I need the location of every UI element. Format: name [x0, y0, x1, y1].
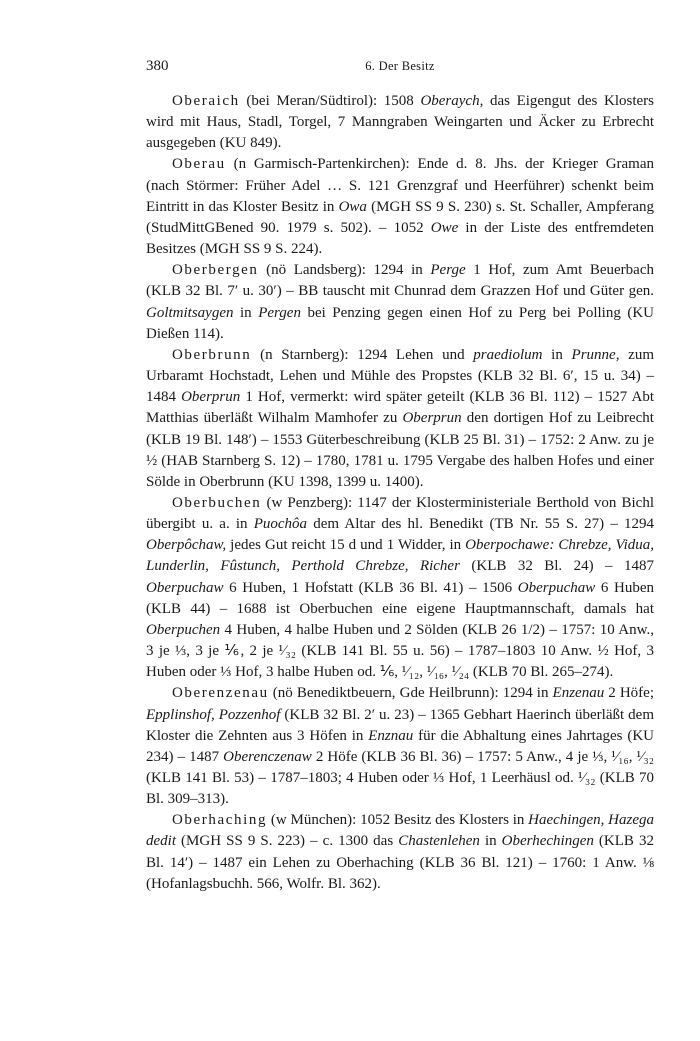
italic-text: Oberprun	[181, 389, 241, 406]
entry-text: dem Altar des hl. Benedikt (TB Nr. 55 S. 27) – 1294	[307, 516, 654, 533]
entry-text: (n Starnberg): 1294 Lehen und	[251, 346, 474, 363]
entry	[146, 345, 654, 493]
place-name: Oberenzenau	[172, 685, 269, 702]
entry-text: (KLB 32 Bl. 2′ u. 23) – 1365 Gebhart Haerinch überläßt dem Kloster die Zehnten aus 3 Höfen in	[146, 706, 654, 744]
entry-text: 6 Huben (KLB 44) – 1688 ist Oberbuchen eine eigene Hauptmannschaft, damals hat	[146, 579, 654, 617]
italic-text: Oberpôchaw,	[146, 537, 227, 554]
entry-text: 2 Höfe (KLB 36 Bl. 36) – 1757: 5 Anw., 4 je ⅓, ¹⁄₁₆, ¹⁄₃₂ (KLB 141 Bl. 53) – 1787–1803; 4 Huben oder ⅓ Hof, 1 Leerhäusl od. ¹⁄₃₂ (KLB 70 Bl. 309–313).	[146, 748, 654, 808]
italic-text: Prunne,	[571, 346, 620, 363]
italic-text: Pergen	[258, 304, 301, 321]
entry	[146, 154, 654, 260]
entry-text: für die Abhaltung eines Jahrtages (KU 234) – 1487	[146, 727, 654, 765]
italic-text: praediolum	[473, 346, 543, 363]
italic-text: Chastenlehen	[398, 833, 480, 850]
body-text	[146, 91, 654, 895]
entry	[146, 683, 654, 810]
entry	[146, 810, 654, 895]
italic-text: Oberpuchaw	[146, 579, 224, 596]
italic-text: Enzenau	[552, 685, 605, 702]
page-number: 380	[146, 58, 169, 74]
entry-text: 4 Huben, 4 halbe Huben und 2 Sölden (KLB 26 1/2) – 1757: 10 Anw., 3 je ⅓, 3 je ⅙, 2 je ¹⁄₃₂ (KLB 141 Bl. 55 u. 56) – 1787–1803 10 Anw. ½ Hof, 3 Huben oder ⅓ Hof, 3 halbe Huben od. ⅙, ¹⁄₁₂, ¹⁄₁₆, ¹⁄₂₄ (KLB 70 Bl. 265–274).	[146, 621, 654, 681]
place-name: Oberhaching	[172, 812, 268, 829]
italic-text: Haechingen, Hazega dedit	[146, 812, 654, 850]
italic-text: Oberenczenaw	[223, 748, 312, 765]
italic-text: Oberhechingen	[501, 833, 594, 850]
entry-text: in	[542, 346, 572, 363]
page-header	[146, 58, 654, 82]
entry-text: (w München): 1052 Besitz des Klosters in	[267, 812, 529, 829]
entry	[146, 91, 654, 154]
italic-text: Owa	[338, 198, 367, 215]
italic-text: Epplinshof, Pozzenhof	[146, 706, 281, 723]
italic-text: Oberpochawe: Chrebze, Vidua, Lunderlin, Fûstunch, Perthold Chrebze, Richer	[146, 537, 654, 575]
running-head: 6. Der Besitz	[365, 59, 435, 73]
entry-text: 6 Huben, 1 Hofstatt (KLB 36 Bl. 41) – 1506	[223, 579, 518, 596]
entry-text: (nö Landsberg): 1294 in	[258, 262, 431, 279]
entry-text: 1 Hof, vermerkt: wird später geteilt (KLB 36 Bl. 112) – 1527 Abt Matthias überläßt Wilhalm Mamhofer zu	[146, 389, 655, 427]
entry-text: den dortigen Hof zu Leibrecht (KLB 19 Bl. 148′) – 1553 Güterbeschreibung (KLB 25 Bl. 31) – 1752: 2 Anw. zu je ½ (HAB Starnberg S. 12) – 1780, 1781 u. 1795 Vergabe des halben Hofes und einer Sölde in Oberbrunn (KU 1398, 1399 u. 1400).	[146, 410, 654, 490]
place-name: Oberbrunn	[172, 346, 252, 363]
italic-text: Enznau	[368, 727, 414, 744]
entry-text: (KLB 32 Bl. 14′) – 1487 ein Lehen zu Oberhaching (KLB 36 Bl. 121) – 1760: 1 Anw. ⅛ (Hofanlagsbuchh. 566, Wolfr. Bl. 362).	[146, 833, 654, 892]
entry-text: (n Garmisch-Partenkirchen): Ende d. 8. Jhs. der Krieger Graman (nach Störmer: Früher Adel … S. 121 Grenzgraf und Heerführer) schenkt beim Eintritt in das Kloster Besitz in	[146, 156, 654, 215]
entry-text: (nö Benediktbeuern, Gde Heilbrunn): 1294 in	[268, 685, 553, 702]
italic-text: Owe	[430, 219, 459, 236]
entry-text: in	[479, 833, 502, 850]
entry-text: jedes Gut reicht 15 d und 1 Widder, in	[226, 537, 466, 554]
entry-text: (MGH SS 9 S. 223) – c. 1300 das	[176, 833, 399, 850]
entry	[146, 493, 654, 683]
entry	[146, 260, 654, 345]
entry-text: in der Liste des entfremdeten Besitzes (MGH SS 9 S. 224).	[146, 219, 654, 258]
entry-text: (bei Meran/Südtirol): 1508	[239, 93, 421, 109]
italic-text: Oberaych,	[420, 93, 484, 109]
entry-text: (KLB 32 Bl. 24) – 1487	[459, 558, 654, 575]
entry-text: bei Penzing gegen einen Hof zu Perg bei Polling (KU Dießen 114).	[146, 304, 654, 342]
place-name: Oberaich	[172, 93, 240, 109]
entry-text: (w Penzberg): 1147 der Klosterministeriale Berthold von Bichl übergibt u. a. in	[146, 494, 654, 533]
entry-text: 1 Hof, zum Amt Beuerbach (KLB 32 Bl. 7′ u. 30′) – BB tauscht mit Chunrad dem Grazzen Hof und Güter gen.	[146, 262, 654, 300]
place-name: Oberbuchen	[172, 494, 262, 511]
place-name: Oberau	[172, 156, 226, 173]
entry-text: zum Urbaramt Hochstadt, Lehen und Mühle des Propstes (KLB 32 Bl. 6′, 15 u. 34) – 1484	[146, 346, 654, 406]
entry-text: (MGH SS 9 S. 230) s. St. Schaller, Ampferang (StudMittGBened 90. 1979 s. 502). – 1052	[146, 198, 654, 236]
italic-text: Oberpuchaw	[517, 579, 596, 596]
italic-text: Puochôa	[253, 516, 308, 533]
entry-text: 2 Höfe;	[604, 685, 655, 702]
italic-text: Perge	[430, 262, 466, 279]
entry-text: das Eigengut des Klosters wird mit Haus, Stadl, Torgel, 7 Manngraben Weingarten und Äcker zu Erbrecht ausgegeben (KU 849).	[146, 93, 654, 152]
entry-text: in	[233, 304, 259, 321]
italic-text: Oberpuchen	[146, 621, 221, 638]
italic-text: Oberprun	[402, 410, 462, 427]
place-name: Oberbergen	[172, 262, 259, 279]
italic-text: Goltmitsaygen	[146, 304, 234, 321]
